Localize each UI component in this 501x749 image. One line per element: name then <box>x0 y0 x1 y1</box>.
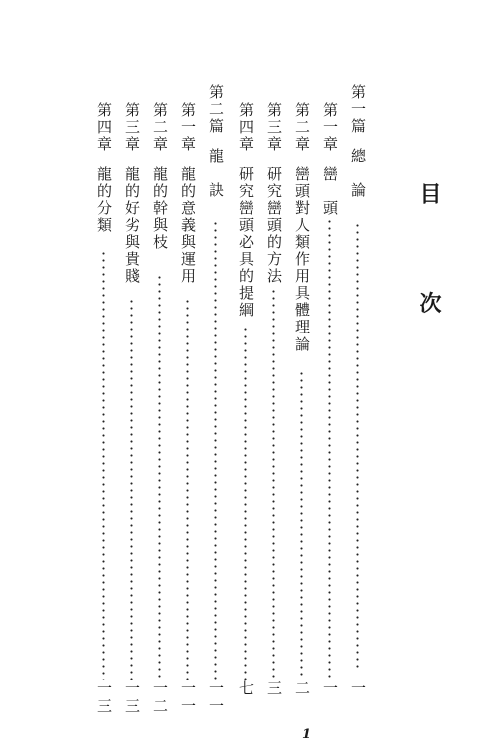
toc-entry-part-2 <box>204 84 228 724</box>
leader-dots <box>214 220 217 680</box>
page-title: 目 次 <box>416 182 442 354</box>
toc-entry-ch-1 <box>318 102 342 742</box>
leader-dots <box>244 326 247 680</box>
entry-title: 研究巒頭必具的提綱 <box>237 166 255 319</box>
entry-page: 一一 <box>207 680 225 716</box>
toc-entry-ch-2b <box>148 102 172 742</box>
entry-title: 龍的分類 <box>95 166 113 234</box>
leader-dots <box>272 288 275 680</box>
entry-title: 研究巒頭的方法 <box>265 166 283 285</box>
toc-entry-ch-3b <box>120 102 144 742</box>
leader-dots <box>356 222 359 672</box>
leader-dots <box>300 370 303 680</box>
leader-dots <box>158 274 161 680</box>
entry-page: 一 <box>321 680 339 698</box>
entry-label: 第一章 <box>321 102 339 153</box>
entry-label: 第四章 <box>95 102 113 153</box>
entry-title: 總 論 <box>349 148 367 199</box>
entry-title: 龍的好劣與貴賤 <box>123 166 141 285</box>
entry-title: 巒 頭 <box>321 166 339 217</box>
entry-label: 第一章 <box>179 102 197 153</box>
leader-dots <box>102 250 105 680</box>
toc-entry-ch-4 <box>234 102 258 742</box>
toc-entry-ch-3 <box>262 102 286 742</box>
entry-label: 第二章 <box>293 102 311 153</box>
leader-dots <box>186 298 189 680</box>
entry-label: 第三章 <box>123 102 141 153</box>
toc-entry-ch-4b <box>92 102 116 742</box>
entry-page: 三 <box>265 680 283 698</box>
entry-title: 龍 訣 <box>207 148 225 199</box>
toc-entry-part-1 <box>346 84 370 724</box>
entry-page: 七 <box>237 680 255 698</box>
leader-dots <box>130 298 133 680</box>
entry-title: 龍的意義與運用 <box>179 166 197 285</box>
entry-page: 一 <box>349 680 367 698</box>
leader-dots <box>328 218 331 680</box>
entry-page: 一二 <box>151 680 169 716</box>
entry-page: 一三 <box>123 680 141 716</box>
toc-entry-ch-2 <box>290 102 314 742</box>
entry-page: 一三 <box>95 680 113 716</box>
entry-label: 第四章 <box>237 102 255 153</box>
entry-page: 二 <box>293 680 311 698</box>
entry-label: 第一篇 <box>349 84 367 135</box>
entry-label: 第二章 <box>151 102 169 153</box>
toc-entry-ch-1b <box>176 102 200 742</box>
page-number: 1 <box>302 727 312 742</box>
entry-title: 巒頭對人類作用具體理論 <box>293 166 311 353</box>
entry-label: 第三章 <box>265 102 283 153</box>
entry-title: 龍的幹與枝 <box>151 166 169 251</box>
entry-page: 一一 <box>179 680 197 716</box>
entry-label: 第二篇 <box>207 84 225 135</box>
